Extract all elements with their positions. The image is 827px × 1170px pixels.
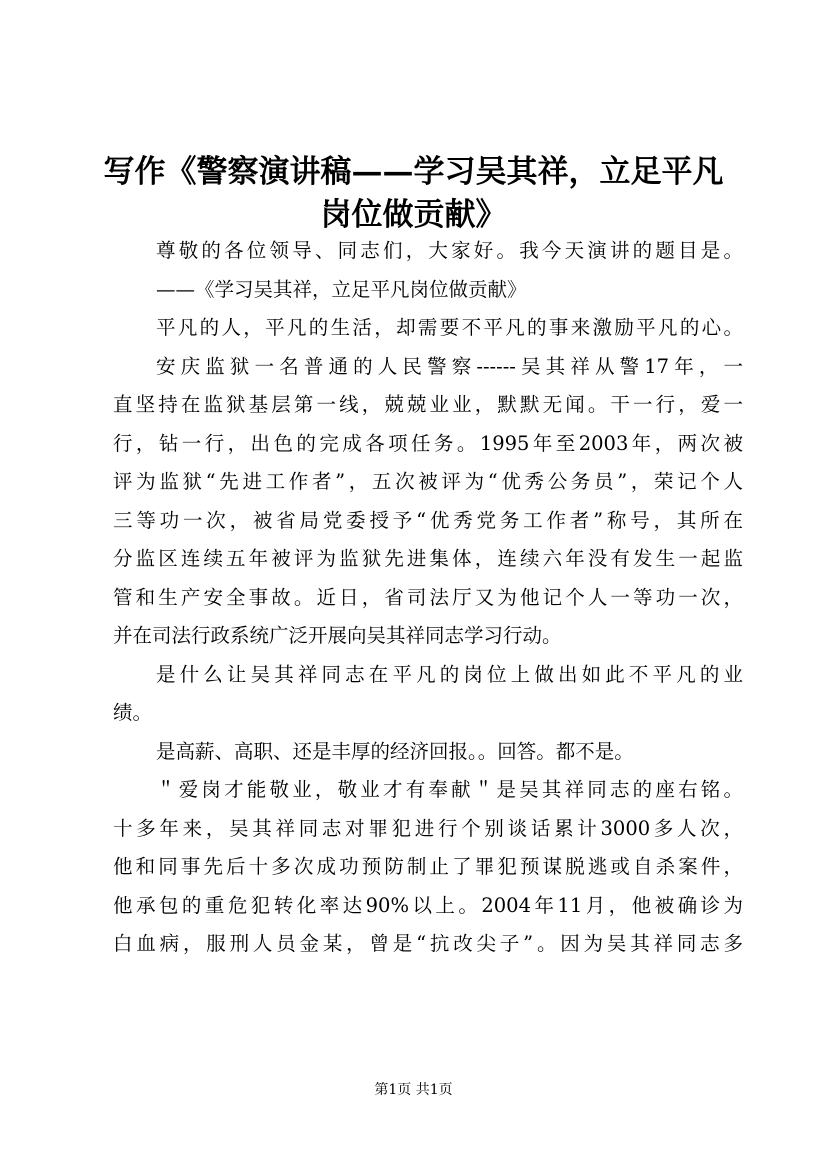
body-text-line: 他和同事先后十多次成功预防制止了罪犯预谋脱逃或自杀案件，	[113, 855, 743, 878]
body-text-line: ——《学习吴其祥，立足平凡岗位做贡献》	[156, 277, 527, 301]
body-text-line: 三等功一次，被省局党委授予“优秀党务工作者”称号，其所在	[113, 508, 743, 532]
body-text-line: 他承包的重危犯转化率达90%以上。2004年11月，他被确诊为	[113, 893, 743, 917]
body-text-line: 是什么让吴其祥同志在平凡的岗位上做出如此不平凡的业	[156, 662, 743, 686]
body-text-line: 并在司法行政系统广泛开展向吴其祥同志学习行动。	[113, 624, 562, 647]
body-text-line: 绩。	[113, 701, 153, 724]
body-text-line: 白血病，服刑人员金某，曾是“抗改尖子”。因为吴其祥同志多	[113, 932, 743, 955]
body-text-line: 评为监狱“先进工作者”，五次被评为“优秀公务员”，荣记个人	[113, 470, 743, 493]
body-text-line: 十多年来，吴其祥同志对罪犯进行个别谈话累计3000多人次，	[113, 816, 743, 840]
document-body	[113, 232, 743, 964]
body-text-line: 行，钻一行，出色的完成各项任务。1995年至2003年，两次被	[113, 431, 743, 455]
body-text-line: ＂爱岗才能敬业，敬业才有奉献＂是吴其祥同志的座右铭。	[156, 778, 743, 801]
body-text-line: 安庆监狱一名普通的人民警察------吴其祥从警17年，一	[156, 354, 743, 378]
body-text-line: 尊敬的各位领导、同志们，大家好。我今天演讲的题目是。	[156, 239, 743, 262]
document-title-line-1: 写作《警察演讲稿——学习吴其祥，立足平凡	[103, 154, 724, 190]
body-text-line: 平凡的人，平凡的生活，却需要不平凡的事来激励平凡的心。	[156, 316, 743, 339]
body-text-line: 管和生产安全事故。近日，省司法厅又为他记个人一等功一次，	[113, 585, 743, 609]
page-footer: 第1页 共1页	[374, 1082, 453, 1098]
document-title-line-2: 岗位做贡献》	[320, 197, 507, 233]
body-text-line: 分监区连续五年被评为监狱先进集体，连续六年没有发生一起监	[113, 547, 743, 570]
body-text-line: 是高薪、高职、还是丰厚的经济回报。。回答。都不是。	[156, 739, 634, 763]
body-text-line: 直坚持在监狱基层第一线，兢兢业业，默默无闻。干一行，爱一	[113, 393, 743, 416]
